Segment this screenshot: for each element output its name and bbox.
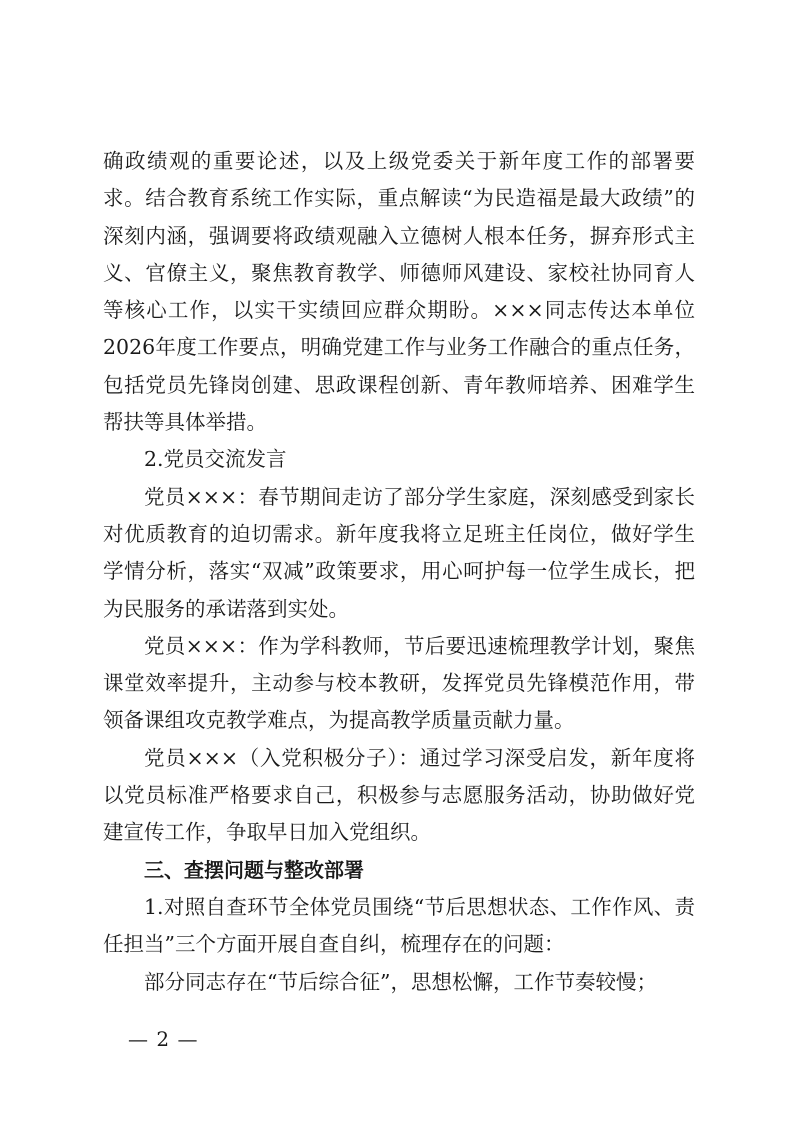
subheading-member-discussion: 2.党员交流发言: [144, 447, 287, 472]
paragraph-member-speech-3: 党员×××（入党积极分子）：通过学习深受启发，新年度将以党员标准严格要求自己，积极参与志愿服务活动，协助做好党建宣传工作，争取早日加入党组织。: [103, 745, 695, 845]
document-body: [103, 143, 695, 1001]
paragraph-member-speech-2: 党员×××：作为学科教师，节后要迅速梳理教学计划，聚焦课堂效率提升，主动参与校本教研，发挥党员先锋模范作用，带领备课组攻克教学难点，为提高教学质量贡献力量。: [103, 633, 695, 733]
paragraph-self-check: 1.对照自查环节全体党员围绕“节后思想状态、工作作风、责任担当”三个方面开展自查自纠，梳理存在的问题：: [103, 894, 695, 957]
section-heading-problems: 三、查摆问题与整改部署: [144, 857, 364, 882]
paragraph-problem-item: 部分同志存在“节后综合征”，思想松懈，工作节奏较慢；: [144, 969, 657, 994]
paragraph-member-speech-1: 党员×××：春节期间走访了部分学生家庭，深刻感受到家长对优质教育的迫切需求。新年度我将立足班主任岗位，做好学生学情分析，落实“双减”政策要求，用心呵护每一位学生成长，把为民服务的承诺落到实处。: [103, 484, 695, 621]
page-number: — 2 —: [128, 1027, 199, 1051]
paragraph-review-report: 确政绩观的重要论述，以及上级党委关于新年度工作的部署要求。结合教育系统工作实际，重点解读“为民造福是最大政绩”的深刻内涵，强调要将政绩观融入立德树人根本任务，摒弃形式主义、官僚主义，聚焦教育教学、师德师风建设、家校社协同育人等核心工作，以实干实绩回应群众期盼。×××同志传达本单位2026年度工作要点，明确党建工作与业务工作融合的重点任务，包括党员先锋岗创建、思政课程创新、青年教师培养、困难学生帮扶等具体举措。: [103, 149, 695, 435]
